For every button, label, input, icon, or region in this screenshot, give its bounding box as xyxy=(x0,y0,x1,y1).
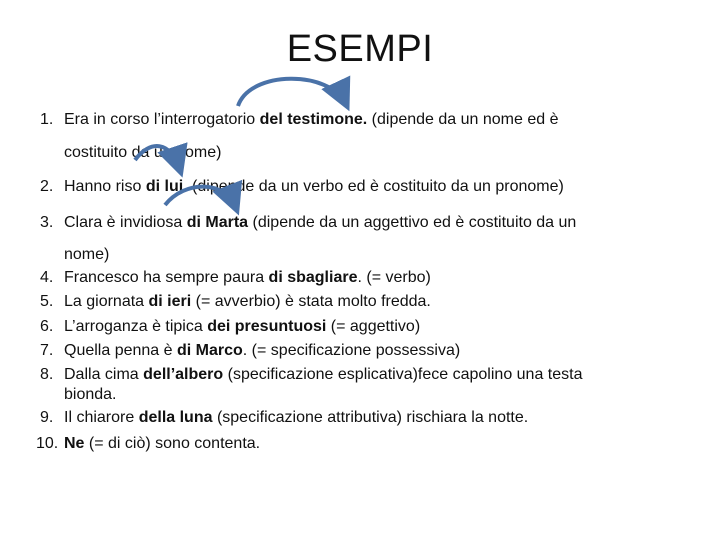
item-number: 3. xyxy=(40,214,54,231)
item-number: 9. xyxy=(40,409,54,426)
item-bold-text: della luna xyxy=(138,409,213,426)
item-number: 5. xyxy=(40,293,54,310)
list-item-5 xyxy=(40,292,431,312)
list-item-4 xyxy=(40,268,431,288)
item-text: Quella penna è xyxy=(64,342,177,359)
item-text: Hanno riso xyxy=(64,178,146,195)
item-note: (dipende da un verbo ed è costituito da un pronome) xyxy=(187,178,564,195)
item-bold-text: del testimone. xyxy=(259,111,368,128)
item-note: (dipende da un nome ed è xyxy=(367,111,559,128)
item-text: Era in corso l’interrogatorio xyxy=(64,111,260,128)
item-note: (= avverbio) è stata molto fredda. xyxy=(191,293,431,310)
list-item-1 xyxy=(40,110,558,130)
list-item-3-continuation: nome) xyxy=(64,246,110,263)
list-item-8 xyxy=(40,365,582,385)
item-number: 7. xyxy=(40,342,54,359)
arrow-icon xyxy=(238,79,346,106)
item-bold-text: dei presuntuosi xyxy=(207,318,327,335)
list-item-3 xyxy=(40,213,576,233)
item-note: (specificazione attributiva) rischiara la notte. xyxy=(212,409,529,426)
item-text: L’arroganza è tipica xyxy=(64,318,208,335)
list-item-7 xyxy=(40,341,460,361)
item-note: (= di ciò) sono contenta. xyxy=(84,435,261,452)
item-bold-text: dell’albero xyxy=(143,366,224,383)
item-text: La giornata xyxy=(64,293,149,310)
item-text: Francesco ha sempre paura xyxy=(64,269,269,286)
item-bold-text: di sbagliare xyxy=(268,269,358,286)
item-number: 2. xyxy=(40,178,54,195)
item-number: 8. xyxy=(40,366,54,383)
list-item-2 xyxy=(40,177,564,197)
page-title: ESEMPI xyxy=(286,28,434,70)
item-bold-text: di Marta xyxy=(186,214,249,231)
item-number: 4. xyxy=(40,269,54,286)
item-bold-text: di ieri xyxy=(148,293,192,310)
item-text: Clara è invidiosa xyxy=(64,214,187,231)
item-bold-text: di Marco xyxy=(176,342,243,359)
item-note: (specificazione esplicativa)fece capolino una testa xyxy=(223,366,583,383)
list-item-9 xyxy=(40,408,528,428)
item-note: . (= verbo) xyxy=(357,269,431,286)
list-item-8-continuation: bionda. xyxy=(64,386,117,403)
item-note: (= aggettivo) xyxy=(326,318,421,335)
item-text: Dalla cima xyxy=(64,366,144,383)
item-number: 10. xyxy=(36,435,59,452)
item-bold-text: di lui. xyxy=(145,178,188,195)
item-number: 6. xyxy=(40,318,54,335)
item-number: 1. xyxy=(40,111,54,128)
list-item-10 xyxy=(36,434,260,454)
item-bold-text: Ne xyxy=(64,435,85,452)
list-item-1-continuation: costituito da un nome) xyxy=(64,144,222,161)
item-text: Il chiarore xyxy=(64,409,139,426)
item-note: (dipende da un aggettivo ed è costituito da un xyxy=(248,214,577,231)
list-item-6 xyxy=(40,317,420,337)
item-note: . (= specificazione possessiva) xyxy=(242,342,461,359)
